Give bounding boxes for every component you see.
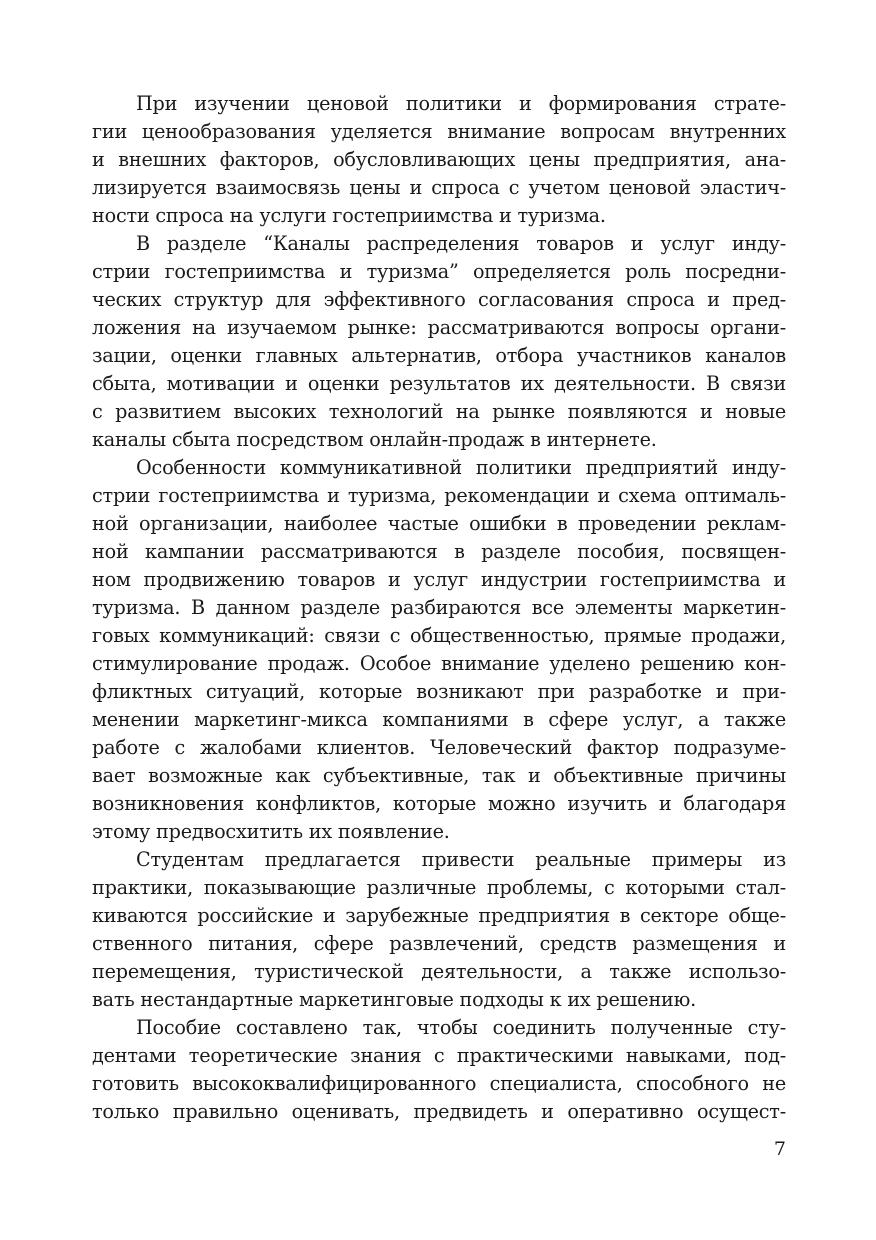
text-line: ной кампании рассматриваются в разделе пособия, посвящен- [92, 540, 786, 563]
text-line: работе с жалобами клиентов. Человеческий фактор подразуме- [92, 736, 786, 759]
text-line: зации, оценки главных альтернатив, отбора участников каналов [92, 344, 786, 367]
text-line: вать нестандартные маркетинговые подходы к их решению. [92, 988, 697, 1011]
text-line: с развитием высоких технологий на рынке появляются и новые [92, 400, 786, 423]
text-line: ческих структур для эффективного согласования спроса и пред- [92, 288, 786, 311]
text-line: ложения на изучаемом рынке: рассматриваются вопросы органи- [92, 316, 786, 339]
text-line: готовить высококвалифицированного специалиста, способного не [92, 1072, 786, 1095]
text-line: В разделе “Каналы распределения товаров и услуг инду- [136, 232, 786, 255]
text-line: стимулирование продаж. Особое внимание уделено решению кон- [92, 652, 786, 675]
page-number: 7 [773, 1138, 786, 1160]
text-line: менении маркетинг-микса компаниями в сфере услуг, а также [92, 708, 786, 731]
text-line: и внешних факторов, обусловливающих цены предприятия, ана- [92, 148, 786, 171]
text-line: каналы сбыта посредством онлайн-продаж в интернете. [92, 428, 657, 451]
text-line: дентами теоретические знания с практическими навыками, под- [92, 1044, 786, 1067]
text-line: Пособие составлено так, чтобы соединить полученные сту- [136, 1016, 786, 1039]
text-line: ственного питания, сфере развлечений, средств размещения и [92, 932, 786, 955]
text-line: вает возможные как субъективные, так и объективные причины [92, 764, 786, 787]
body-text [92, 90, 786, 1126]
text-line: ности спроса на услуги гостеприимства и туризма. [92, 204, 606, 227]
text-line: киваются российские и зарубежные предприятия в секторе обще- [92, 904, 786, 927]
text-line: стрии гостеприимства и туризма, рекомендации и схема оптималь- [92, 484, 786, 507]
text-line: При изучении ценовой политики и формирования страте- [136, 92, 786, 115]
text-line: этому предвосхитить их появление. [92, 820, 450, 843]
text-line: Студентам предлагается привести реальные примеры из [136, 848, 786, 871]
text-line: только правильно оценивать, предвидеть и оперативно осущест- [92, 1100, 786, 1123]
text-line: лизируется взаимосвязь цены и спроса с учетом ценовой эластич- [92, 176, 786, 199]
text-line: перемещения, туристической деятельности, а также использо- [92, 960, 786, 983]
text-line: говых коммуникаций: связи с общественностью, прямые продажи, [92, 624, 786, 647]
text-line: стрии гостеприимства и туризма” определяется роль посредни- [92, 260, 786, 283]
text-line: фликтных ситуаций, которые возникают при разработке и при- [92, 680, 786, 703]
text-line: ной организации, наиболее частые ошибки в проведении реклам- [92, 512, 786, 535]
text-line: практики, показывающие различные проблемы, с которыми стал- [92, 876, 786, 899]
text-line: Особенности коммуникативной политики предприятий инду- [136, 456, 786, 479]
text-line: сбыта, мотивации и оценки результатов их деятельности. В связи [92, 372, 786, 395]
text-line: туризма. В данном разделе разбираются все элементы маркетин- [92, 596, 786, 619]
text-line: гии ценообразования уделяется внимание вопросам внутренних [92, 120, 786, 143]
text-line: ном продвижению товаров и услуг индустрии гостеприимства и [92, 568, 786, 591]
text-line: возникновения конфликтов, которые можно изучить и благодаря [92, 792, 786, 815]
